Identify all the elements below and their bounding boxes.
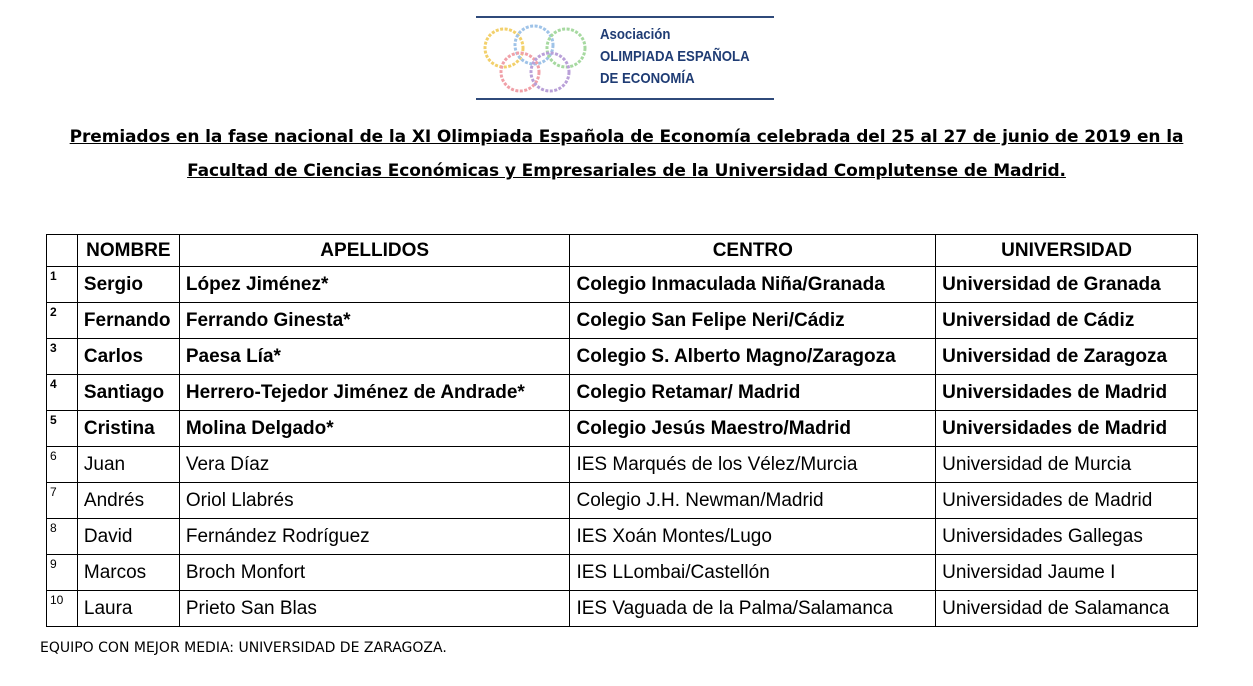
table-row [47, 375, 1198, 411]
table-header-row [47, 235, 1198, 267]
cell-apellidos: Fernández Rodríguez [179, 519, 570, 555]
cell-nombre: Juan [77, 447, 179, 483]
row-number: 1 [47, 267, 78, 303]
awards-table [46, 234, 1198, 627]
cell-nombre: Sergio [77, 267, 179, 303]
cell-nombre: Laura [77, 591, 179, 627]
cell-universidad: Universidad Jaume I [936, 555, 1198, 591]
cell-apellidos: Prieto San Blas [179, 591, 570, 627]
cell-centro: Colegio J.H. Newman/Madrid [570, 483, 936, 519]
logo-text [600, 24, 750, 90]
header-centro: CENTRO [570, 235, 936, 267]
best-team-note: EQUIPO CON MEJOR MEDIA: UNIVERSIDAD DE ZARAGOZA. [40, 640, 447, 656]
row-number: 3 [47, 339, 78, 375]
cell-nombre: Santiago [77, 375, 179, 411]
cell-centro: Colegio S. Alberto Magno/Zaragoza [570, 339, 936, 375]
cell-centro: Colegio Jesús Maestro/Madrid [570, 411, 936, 447]
row-number: 8 [47, 519, 78, 555]
table-row [47, 339, 1198, 375]
table-row [47, 267, 1198, 303]
document-heading [40, 120, 1213, 188]
cell-universidad: Universidad de Murcia [936, 447, 1198, 483]
cell-nombre: Carlos [77, 339, 179, 375]
logo-line-2: OLIMPIADA ESPAÑOLA [600, 48, 750, 65]
cell-universidad: Universidad de Cádiz [936, 303, 1198, 339]
cell-universidad: Universidad de Granada [936, 267, 1198, 303]
cell-centro: IES Marqués de los Vélez/Murcia [570, 447, 936, 483]
cell-universidad: Universidades de Madrid [936, 411, 1198, 447]
logo-ring [547, 29, 585, 67]
table-row [47, 555, 1198, 591]
table-row [47, 591, 1198, 627]
association-logo [476, 16, 774, 100]
row-number: 6 [47, 447, 78, 483]
logo-line-3: DE ECONOMÍA [600, 70, 695, 87]
cell-centro: IES Vaguada de la Palma/Salamanca [570, 591, 936, 627]
table-row [47, 447, 1198, 483]
cell-nombre: Fernando [77, 303, 179, 339]
cell-universidad: Universidad de Zaragoza [936, 339, 1198, 375]
logo-line-1: Asociación [600, 26, 671, 43]
logo-bottom-rule [476, 98, 774, 100]
table-row [47, 303, 1198, 339]
cell-apellidos: Paesa Lía* [179, 339, 570, 375]
cell-apellidos: Oriol Llabrés [179, 483, 570, 519]
cell-centro: Colegio San Felipe Neri/Cádiz [570, 303, 936, 339]
cell-apellidos: Ferrando Ginesta* [179, 303, 570, 339]
cell-apellidos: Broch Monfort [179, 555, 570, 591]
cell-centro: IES LLombai/Castellón [570, 555, 936, 591]
cell-apellidos: López Jiménez* [179, 267, 570, 303]
cell-nombre: Marcos [77, 555, 179, 591]
cell-centro: Colegio Retamar/ Madrid [570, 375, 936, 411]
table-row [47, 519, 1198, 555]
cell-centro: IES Xoán Montes/Lugo [570, 519, 936, 555]
row-number: 4 [47, 375, 78, 411]
header-number [47, 235, 78, 267]
cell-universidad: Universidad de Salamanca [936, 591, 1198, 627]
header-nombre: NOMBRE [77, 235, 179, 267]
row-number: 7 [47, 483, 78, 519]
header-apellidos: APELLIDOS [179, 235, 570, 267]
cell-apellidos: Molina Delgado* [179, 411, 570, 447]
cell-apellidos: Herrero-Tejedor Jiménez de Andrade* [179, 375, 570, 411]
cell-nombre: Cristina [77, 411, 179, 447]
cell-universidad: Universidades de Madrid [936, 483, 1198, 519]
cell-nombre: Andrés [77, 483, 179, 519]
header-universidad: UNIVERSIDAD [936, 235, 1198, 267]
cell-universidad: Universidades Gallegas [936, 519, 1198, 555]
table-row [47, 483, 1198, 519]
row-number: 2 [47, 303, 78, 339]
table-row [47, 411, 1198, 447]
row-number: 9 [47, 555, 78, 591]
row-number: 5 [47, 411, 78, 447]
heading-line-1: Premiados en la fase nacional de la XI Olimpiada Española de Economía celebrada del 25 al 27 de junio de 2019 en la [69, 127, 1184, 147]
heading-line-2: Facultad de Ciencias Económicas y Empresariales de la Universidad Complutense de Madrid. [187, 161, 1066, 181]
cell-nombre: David [77, 519, 179, 555]
cell-centro: Colegio Inmaculada Niña/Granada [570, 267, 936, 303]
logo-ring [531, 53, 569, 91]
olympic-rings-icon [480, 22, 596, 96]
logo-top-rule [476, 16, 774, 18]
cell-apellidos: Vera Díaz [179, 447, 570, 483]
row-number: 10 [47, 591, 78, 627]
cell-universidad: Universidades de Madrid [936, 375, 1198, 411]
